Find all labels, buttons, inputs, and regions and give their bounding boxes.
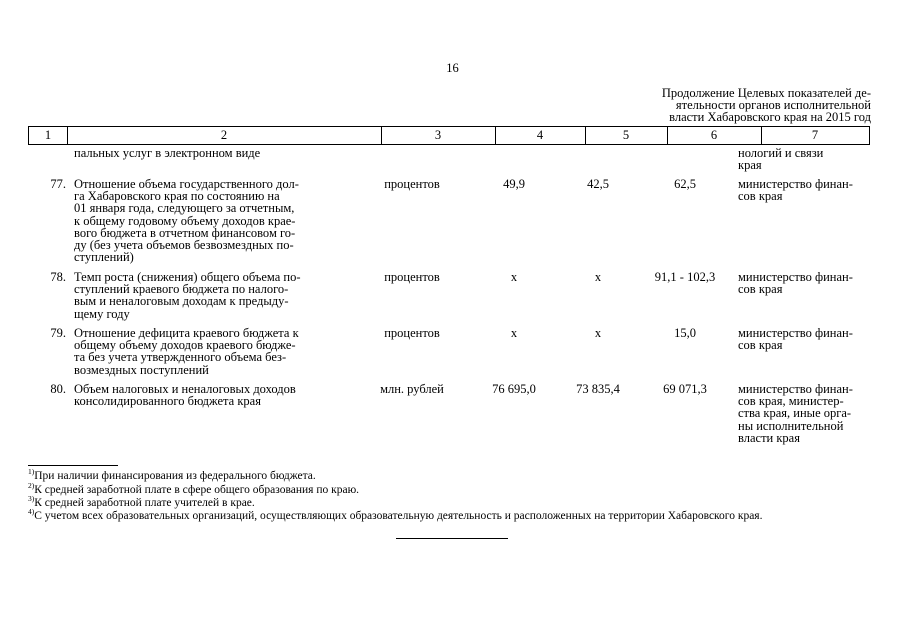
indicator-line: ду (без учета объемов безвозмездных по- (74, 238, 294, 253)
unit-cell: млн. рублей (380, 382, 444, 396)
indicator-text (74, 383, 346, 407)
footnote-mark: 3) (28, 494, 35, 503)
indicator-line: к общему годовому объему доходов крае- (74, 213, 296, 228)
continuation-note-line: власти Хабаровского края на 2015 год (669, 110, 871, 124)
footnote-text: К средней заработной плате учителей в крае. (34, 497, 255, 509)
value-cell-4: х (510, 326, 518, 340)
table-header-row (28, 126, 870, 145)
responsible-cell (738, 327, 872, 351)
responsible-cell (738, 178, 872, 202)
column-header-3: 3 (381, 127, 496, 144)
indicator-line: та без учета утвержденного объема без- (74, 350, 287, 365)
indicator-line: Объем налоговых и неналоговых доходов (74, 382, 296, 396)
indicator-line: га Хабаровского края по состоянию на (74, 189, 280, 204)
carryover-indicator-text: пальных услуг в электронном виде (74, 146, 261, 160)
responsible-line: нологий и связи (738, 146, 824, 160)
indicator-line: щему году (74, 306, 130, 321)
indicator-line: вым и неналоговым доходам к предыду- (74, 294, 289, 309)
indicator-line: консолидированного бюджета края (74, 394, 261, 409)
unit-cell: процентов (384, 270, 440, 284)
responsible-line: сов края (738, 282, 783, 297)
value-cell-4: х (510, 270, 518, 284)
footnote-text: К средней заработной плате в сфере общего образования по краю. (34, 484, 360, 496)
responsible-line: министерство финан- (738, 177, 853, 191)
continuation-note (641, 87, 871, 123)
carryover-responsible (738, 147, 872, 171)
responsible-line: сов края (738, 189, 783, 204)
unit-cell: процентов (384, 326, 440, 340)
indicator-text (74, 178, 346, 263)
responsible-cell (738, 271, 872, 295)
responsible-line: края (738, 158, 762, 173)
responsible-line: министерство финан- (738, 270, 853, 284)
column-header-6: 6 (667, 127, 762, 144)
footnote-mark: 4) (28, 507, 35, 516)
continuation-note-line: Продолжение Целевых показателей де- (661, 86, 871, 100)
indicator-line: вого бюджета в отчетном финансовом го- (74, 225, 296, 240)
responsible-line: министерство финан- (738, 382, 853, 396)
responsible-line: министерство финан- (738, 326, 853, 340)
indicator-line: общему объему доходов краевого бюдже- (74, 338, 296, 353)
value-cell-6: 69 071,3 (663, 382, 707, 396)
row-number: 77. (50, 177, 66, 191)
indicator-line: возмездных поступлений (74, 362, 209, 377)
responsible-line: сов края, министер- (738, 394, 844, 409)
footnote-mark: 2) (28, 481, 35, 490)
indicator-text (74, 271, 346, 320)
value-cell-5: х (594, 326, 602, 340)
value-cell-4: 76 695,0 (492, 382, 536, 396)
end-of-text-rule (396, 538, 508, 539)
value-cell-6: 15,0 (674, 326, 696, 340)
indicator-line: ступлений краевого бюджета по налого- (74, 282, 289, 297)
indicator-line: 01 января года, следующего за отчетным, (74, 201, 295, 216)
value-cell-6: 91,1 - 102,3 (654, 270, 716, 284)
continuation-note-line: ятельности органов исполнительной (675, 98, 871, 112)
row-number: 80. (50, 382, 66, 396)
footnote-2 (28, 481, 360, 496)
page-number: 16 (446, 61, 459, 75)
indicator-text (74, 327, 346, 376)
responsible-cell (738, 383, 872, 444)
value-cell-5: х (594, 270, 602, 284)
indicator-line: Отношение объема государственного дол- (74, 177, 299, 191)
footnote-mark: 1) (28, 467, 35, 476)
footnote-3 (28, 494, 255, 509)
responsible-line: сов края (738, 338, 783, 353)
row-number: 78. (50, 270, 66, 284)
indicator-line: Темп роста (снижения) общего объема по- (74, 270, 301, 284)
unit-cell: процентов (384, 177, 440, 191)
value-cell-4: 49,9 (503, 177, 525, 191)
column-header-4: 4 (495, 127, 586, 144)
footnote-text: При наличии финансирования из федерального бюджета. (34, 470, 316, 482)
responsible-line: ны исполнительной (738, 418, 844, 433)
responsible-line: власти края (738, 430, 800, 445)
footnote-text: С учетом всех образовательных организаций, осуществляющих образовательную деятельность и расположенных на территории Хабаровского края. (34, 510, 763, 522)
responsible-line: ства края, иные орга- (738, 406, 852, 421)
column-header-5: 5 (585, 127, 668, 144)
value-cell-5: 42,5 (587, 177, 609, 191)
indicator-line: ступлений) (74, 250, 134, 265)
value-cell-6: 62,5 (674, 177, 696, 191)
column-header-1: 1 (29, 127, 68, 144)
column-header-7: 7 (811, 128, 819, 142)
indicator-line: Отношение дефицита краевого бюджета к (74, 326, 299, 340)
footnote-separator (28, 465, 118, 466)
row-number: 79. (50, 326, 66, 340)
footnote-4 (28, 507, 763, 522)
footnote-1 (28, 467, 316, 482)
value-cell-5: 73 835,4 (576, 382, 620, 396)
column-header-2: 2 (67, 127, 382, 144)
